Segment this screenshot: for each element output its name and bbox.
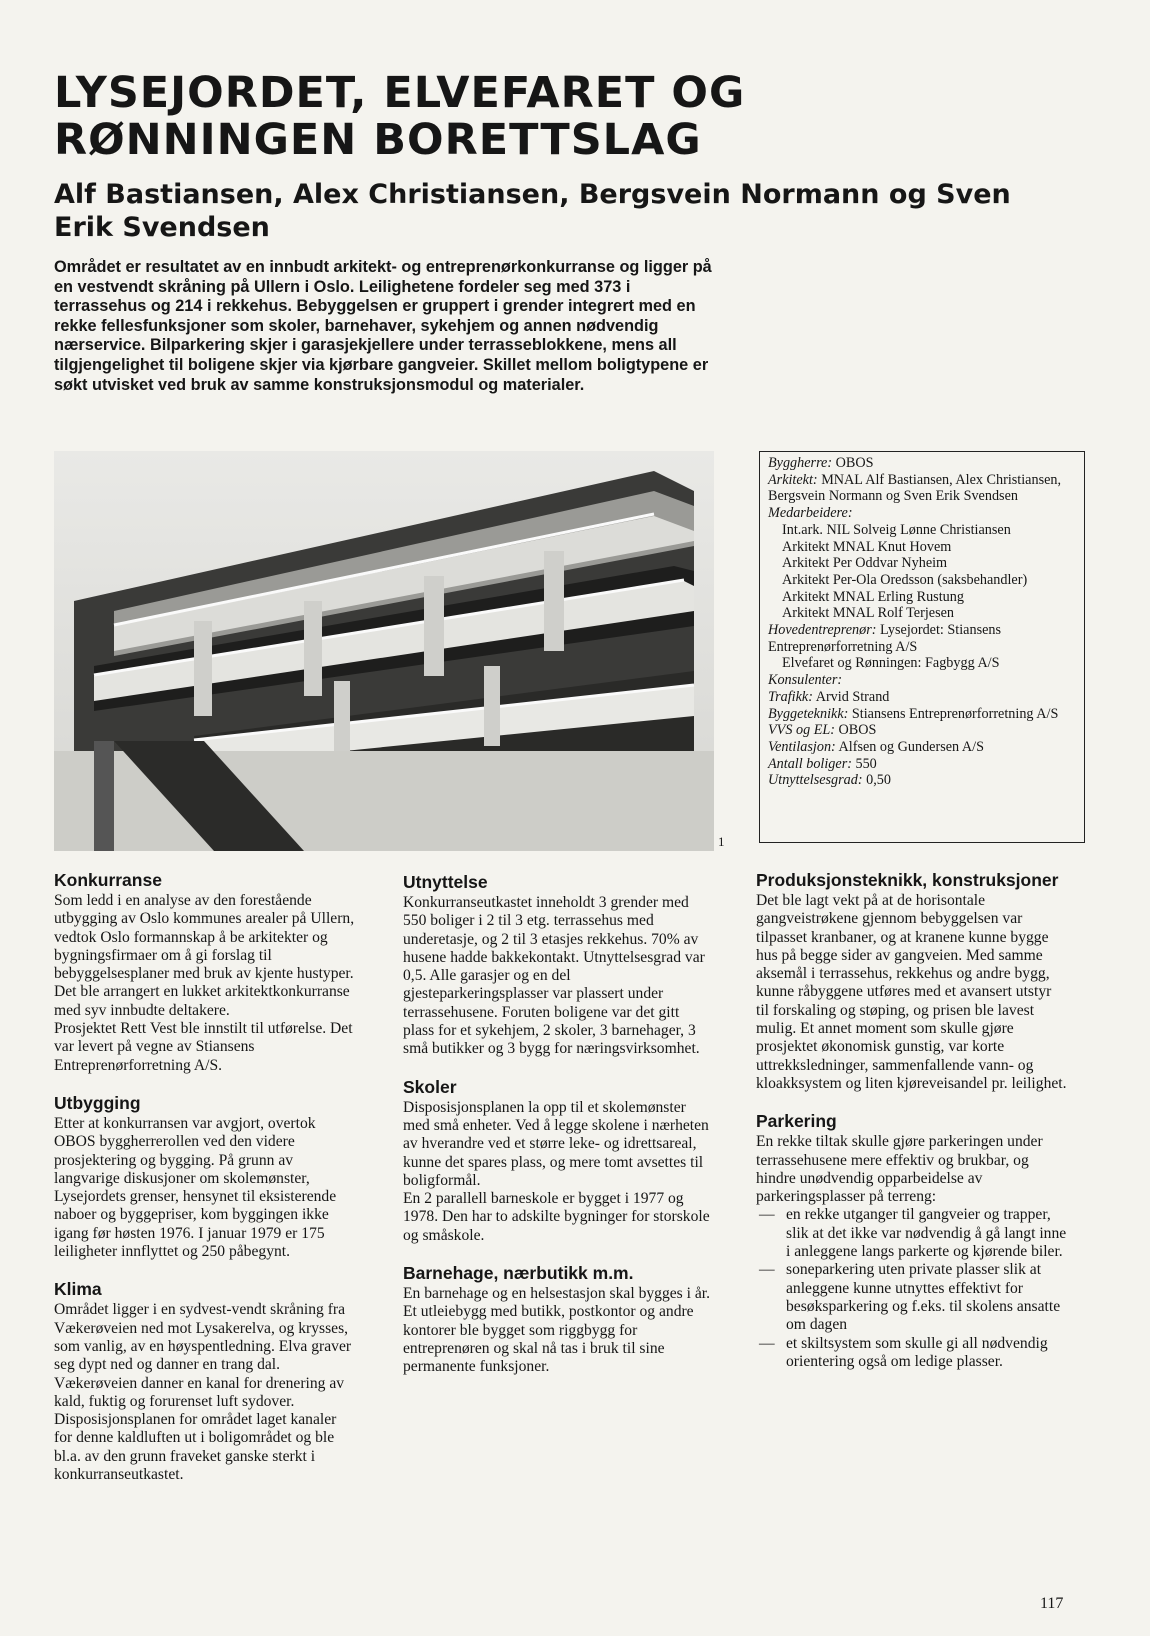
section-heading: Barnehage, nærbutikk m.m. [403,1263,634,1284]
text-column-1 [54,870,357,1502]
credits-value: MNAL Alf Bastiansen, Alex Christiansen, Bergsvein Normann og Sven Erik Svendsen [768,471,1062,505]
section-heading: Parkering [756,1111,837,1132]
credits-value: Lysejordet: Stiansens Entreprenørforretning A/S [768,622,1002,655]
building-photo [54,451,714,851]
figure-number: 1 [718,834,725,849]
section-konkurranse [54,870,357,1075]
credits-label: Medarbeidere: [768,505,853,522]
section-paragraph: Som ledd i en analyse av den forestående utbygging av Oslo kommunes arealer på Ullern, vedtok Oslo formannskap å be arkitekter og bygningsfirmaer om å gi forslag til bebyggelsesplaner med bruk av kjente hustyper. Det ble arrangert en lukket arkitektkonkurranse med syv innbudte deltakere. [54,892,355,1019]
credits-label: Byggherre: [768,455,833,471]
list-item: — en rekke utganger til gangveier og trapper, slik at det ikke var nødvendig å gå langt inne i anleggene langs parkerte og kjørende biler. [756,1206,1068,1261]
credits-label: VVS og EL: [768,722,835,739]
credits-value: Stiansens Entreprenørforretning A/S [851,705,1059,722]
credits-label: Hovedentreprenør: [768,622,877,639]
credits-value: Arvid Strand [815,688,890,705]
credits-collaborator: Arkitekt Per-Ola Oredsson (saksbehandler) [782,571,1028,588]
credits-collaborator: Arkitekt MNAL Rolf Terjesen [782,605,954,622]
credits-value: OBOS [835,455,874,471]
section-heading: Utbygging [54,1092,141,1113]
credits-value: 550 [855,755,877,772]
credits-label: Ventilasjon: [768,738,836,755]
section-klima [54,1279,357,1484]
section-heading: Skoler [403,1076,457,1097]
article-authors: Alf Bastiansen, Alex Christiansen, Bergsvein Normann og Sven Erik Svendsen [54,179,1011,243]
credits-collaborator: Arkitekt Per Oddvar Nyheim [782,555,948,572]
section-utnyttelse [403,872,713,1059]
section-paragraph: Området ligger i en sydvest-vendt skråning fra Vækerøveien ned mot Lysakerelva, og krysses, som vanlig, av en høyspentledning. Elva graver seg dypt ned og danner en trang dal. Vækerøveien danner en kanal for drenering av kald, fuktig og forurenset luft sydover. Disposisjonsplanen for området laget kanaler for denne kaldluften ut i boligområdet og ble bl.a. av den grunn fraveket ganske sterkt i konkurranseutkastet. [54,1301,352,1484]
credits-value: Elvefaret og Rønningen: Fagbygg A/S [782,655,1000,672]
credits-label: Utnyttelsesgrad: [768,772,863,789]
credits-collaborator: Int.ark. NIL Solveig Lønne Christiansen [782,521,1011,538]
credits-label: Trafikk: [768,688,813,705]
terrace-house-photo [54,451,714,851]
section-paragraph: Disposisjonsplanen la opp til et skolemønster med små enheter. Ved å legge skolene i nærheten av hverandre ved et større leke- og idrettsareal, kunne det spares plass, og mere tomt avsettes til boligformål. [403,1098,709,1189]
page-number: 117 [1040,1595,1064,1612]
section-paragraph: En barnehage og en helsestasjon skal bygges i år. Et utleiebygg med butikk, postkontor og andre kontorer ble bygget som riggbygg for entreprenøren og skal nå tas i bruk til sine permanente funksjoner. [403,1285,711,1376]
section-parkering [756,1111,1068,1371]
list-item: — soneparkering uten private plasser slik at anleggene kunne utnyttes effektivt for besøksparkering og f.eks. til skolens ansatte om dagen [756,1261,1068,1334]
credits-label: Arkitekt: [768,471,818,488]
section-heading: Konkurranse [54,870,162,890]
credits-label: Konsulenter: [768,672,843,689]
credits-collaborator: Arkitekt MNAL Knut Hovem [782,538,952,555]
list-item: — et skiltsystem som skulle gi all nødvendig orientering også om ledige plasser. [756,1335,1068,1372]
section-heading: Utnyttelse [403,872,488,892]
credits-value: 0,50 [866,772,891,789]
credits-collaborator: Arkitekt MNAL Erling Rustung [782,588,964,605]
section-skoler [403,1077,713,1245]
credits-box [759,451,1085,843]
section-barnehage [403,1263,713,1376]
section-paragraph: En rekke tiltak skulle gjøre parkeringen under terrassehusene mere effektiv og brukbar, og hindre unødvendig opparbeidelse av parkeringsplasser på terreng: [756,1133,1043,1206]
text-column-2 [403,872,713,1395]
section-heading: Klima [54,1279,102,1300]
section-paragraph: Konkurranseutkastet inneholdt 3 grender med 550 boliger i 2 til 3 etg. terrassehus med underetasje, og 2 til 3 etasjes rekkehus. 70% av husene hadde bakkekontakt. Utnyttelsesgrad var 0,5. Alle garasjer og en del gjesteparkeringsplasser var plassert under terrassehusene. Foruten boligene var det gitt plass for et sykehjem, 2 skoler, 3 barnehager, 3 små butikker og 3 bygg for næringsvirksomhet. [403,894,705,1058]
section-paragraph: Prosjektet Rett Vest ble innstilt til utførelse. Det var levert på vegne av Stiansens Entreprenørforretning A/S. [54,1020,353,1074]
article-intro: Området er resultatet av en innbudt arkitekt- og entreprenørkonkurranse og ligger på en vestvendt skråning på Ullern i Oslo. Leilighetene fordeler seg med 373 i terrassehus og 214 i rekkehus. Bebyggelsen er gruppert i grender integrert med en rekke fellesfunksjoner som skoler, barnehaver, sykehjem og annen nødvendig nærservice. Bilparkering skjer i garasjekjellere under terrasseblokkene, mens all tilgjengelighet til boligene skjer via kjørbare gangveier. Skillet mellom boligtypene er søkt utvisket ved bruk av samme konstruksjonsmodul og materialer. [54,258,712,394]
section-paragraph: En 2 parallell barneskole er bygget i 1977 og 1978. Den har to adskilte bygninger for storskole og småskole. [403,1190,710,1244]
parking-measures-list [756,1206,1068,1371]
section-produksjon [756,870,1068,1093]
credits-value: Alfsen og Gundersen A/S [838,738,984,755]
text-column-3 [756,870,1068,1389]
section-paragraph: Etter at konkurransen var avgjort, overtok OBOS byggherrerollen ved den videre prosjektering og bygging. På grunn av langvarige diskusjoner om skolemønster, Lysejordets grenser, hensynet til eksisterende naboer og byggepriser, kom byggingen ikke igang før høsten 1976. I januar 1979 er 175 leiligheter innflyttet og 250 påbegynt. [54,1114,337,1261]
section-heading: Produksjonsteknikk, konstruksjoner [756,870,1059,890]
credits-value: OBOS [838,722,877,739]
article-title: LYSEJORDET, ELVEFARET OG RØNNINGEN BORETTSLAG [54,68,746,165]
credits-label: Byggeteknikk: [768,705,849,722]
section-paragraph: Det ble lagt vekt på at de horisontale gangveistrøkene gjennom bebyggelsen var tilpasset kranbaner, og at kranene kunne bygge hus på begge sider av gangveien. Med samme aksemål i terrassehus, rekkehus og andre bygg, kunne råbyggene utføres med et avansert utstyr til forskaling og støping, og prisen ble lavest mulig. Et annet moment som skulle gjøre prosjektet økonomisk gunstig, var korte uttrekksledninger, sammenfallende vann- og kloakksystem og liten kjøreveisandel pr. leilighet. [756,892,1067,1092]
section-utbygging [54,1093,357,1261]
credits-label: Antall boliger: [768,755,852,772]
